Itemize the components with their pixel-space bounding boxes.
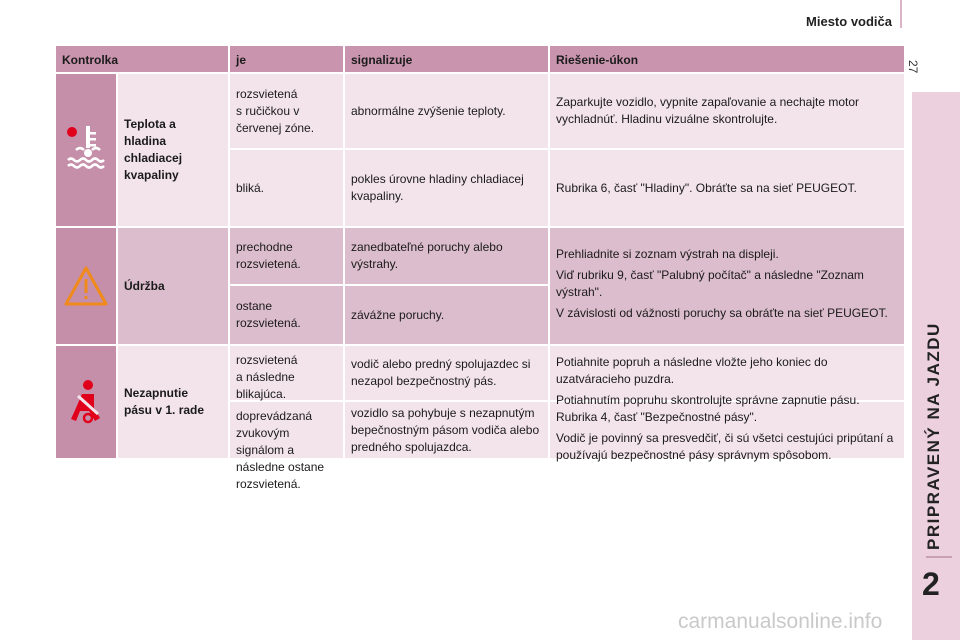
state-cell: rozsvietená s ručičkou v červenej zóne. xyxy=(230,74,343,148)
signal-cell: pokles úrovne hladiny chladiacej kvapaliny. xyxy=(345,150,548,226)
chapter-divider xyxy=(926,556,952,558)
coolant-icon-cell xyxy=(56,74,116,226)
signal-cell: závážne poruchy. xyxy=(345,286,548,344)
seatbelt-icon xyxy=(64,378,108,426)
state-cell: doprevádzaná zvukovým signálom a následne ostane rozsvietená. xyxy=(230,402,343,458)
chapter-number: 2 xyxy=(922,566,940,602)
action-paragraph: Prehliadnite si zoznam výstrah na displeji. xyxy=(556,247,779,261)
action-paragraph: Vodič je povinný sa presvedčiť, či sú všetci cestujúci pripútaní a používajú bezpečnostné pásy správnym spôsobom. xyxy=(556,431,894,462)
state-cell: bliká. xyxy=(230,150,343,226)
action-cell: Zaparkujte vozidlo, vypnite zapaľovanie a nechajte motor vychladnúť. Hladinu vizuálne skontrolujte. xyxy=(550,74,904,148)
column-header-signalizuje: signalizuje xyxy=(345,46,548,72)
state-cell: prechodne rozsvietená. xyxy=(230,228,343,284)
warning-lights-table xyxy=(56,46,904,491)
warning-triangle-icon xyxy=(62,264,110,308)
column-header-je: je xyxy=(230,46,343,72)
state-cell: rozsvietená a následne blikajúca. xyxy=(230,346,343,400)
signal-cell: vodič alebo predný spolujazdec si nezapol bezpečnostný pás. xyxy=(345,346,548,400)
warning-label-seatbelt: Nezapnutie pásu v 1. rade xyxy=(118,346,228,458)
column-header-kontrolka: Kontrolka xyxy=(56,46,228,72)
signal-cell: vozidlo sa pohybuje s nezapnutým bepečnostným pásom vodiča alebo predného spolujazdca. xyxy=(345,402,548,458)
signal-cell: abnormálne zvýšenie teploty. xyxy=(345,74,548,148)
warning-label-coolant: Teplota a hladina chladiacej kvapaliny xyxy=(118,74,228,226)
chapter-title: PRIPRAVENÝ NA JAZDU xyxy=(924,322,943,550)
action-paragraph: V závislosti od vážnosti poruchy sa obráťte na sieť PEUGEOT. xyxy=(556,306,888,320)
warning-label-maintenance: Údržba xyxy=(118,228,228,344)
action-paragraph: Viď rubriku 9, časť "Palubný počítač" a následne "Zoznam výstrah". xyxy=(556,268,864,299)
page-header-title: Miesto vodiča xyxy=(806,14,892,29)
action-paragraph: Potiahnite popruh a následne vložte jeho koniec do uzatváracieho puzdra. xyxy=(556,355,828,386)
column-header-riesenie: Riešenie-úkon xyxy=(550,46,904,72)
watermark: carmanualsonline.info xyxy=(678,610,883,633)
action-cell xyxy=(550,228,904,344)
action-paragraph: Potiahnutím popruhu skontrolujte správne zapnutie pásu. Rubrika 4, časť "Bezpečnostné pásy". xyxy=(556,393,860,424)
state-cell: ostane rozsvietená. xyxy=(230,286,343,344)
page-number: 27 xyxy=(906,60,920,74)
coolant-temperature-icon xyxy=(62,120,110,180)
signal-cell: zanedbateľné poruchy alebo výstrahy. xyxy=(345,228,548,284)
header-divider xyxy=(900,0,902,28)
action-cell xyxy=(550,393,904,462)
seatbelt-icon-cell xyxy=(56,346,116,458)
action-cell: Rubrika 6, časť "Hladiny". Obráťte sa na sieť PEUGEOT. xyxy=(550,150,904,226)
maintenance-icon-cell xyxy=(56,228,116,344)
